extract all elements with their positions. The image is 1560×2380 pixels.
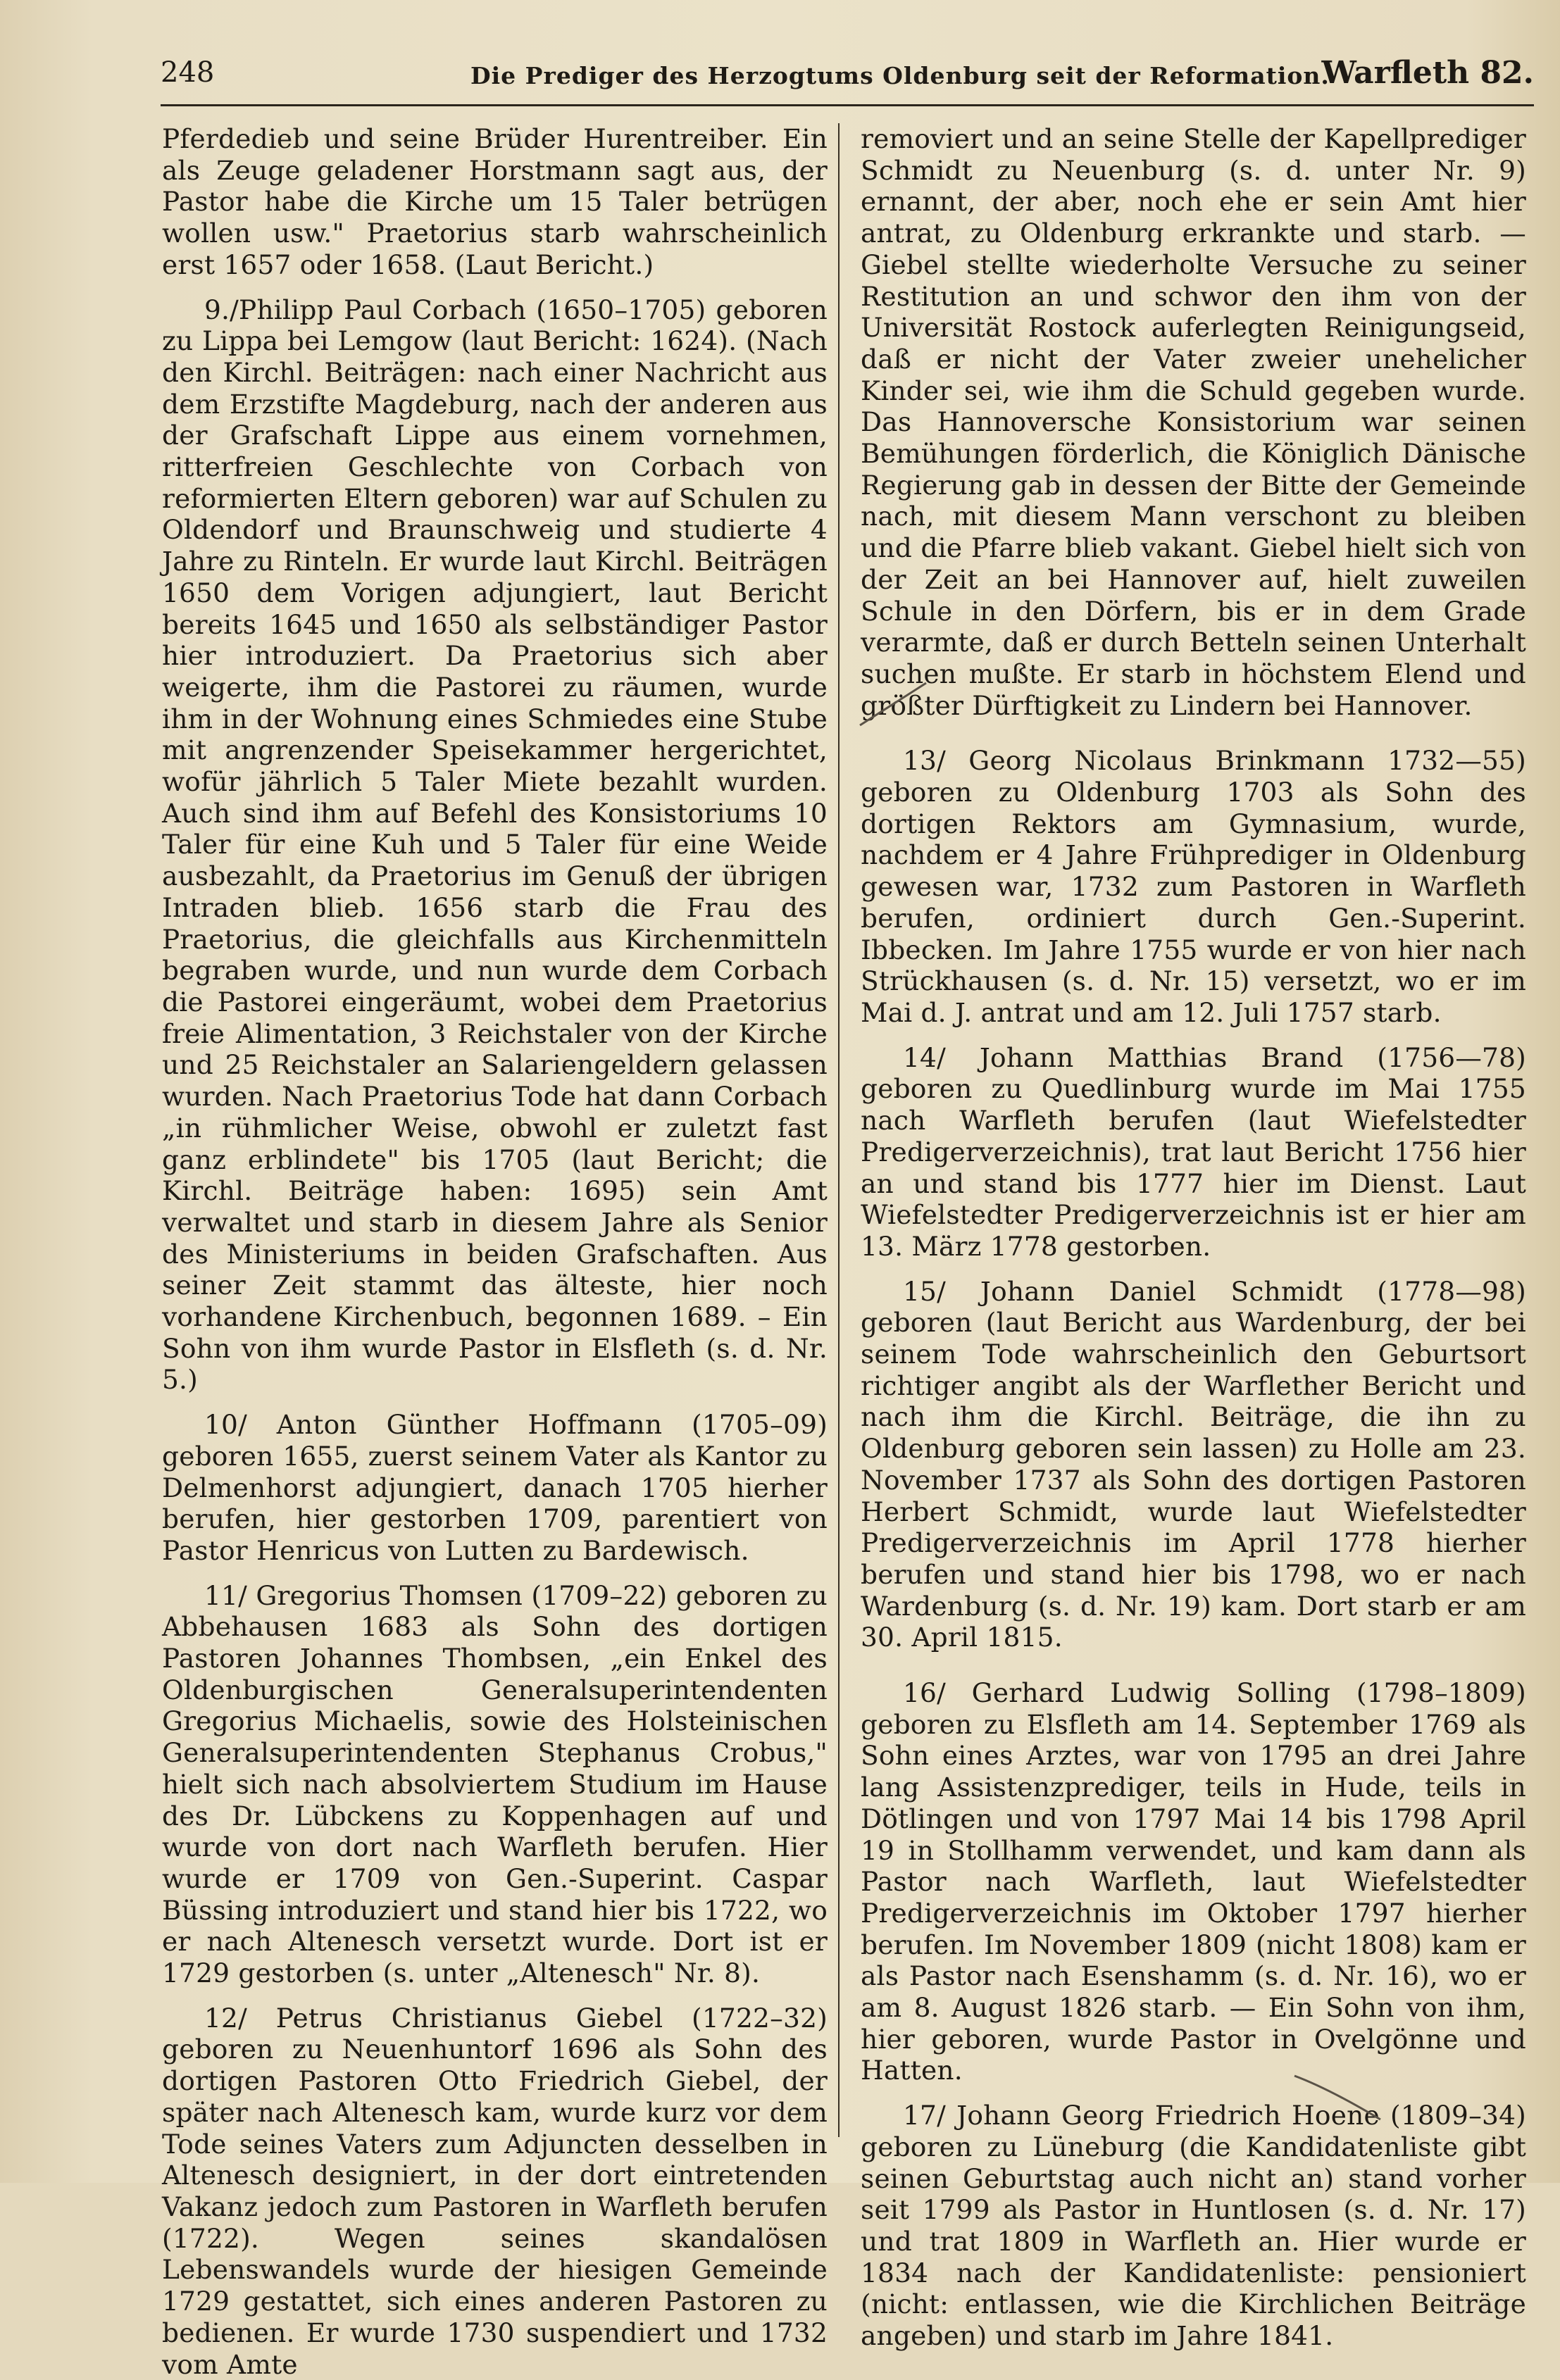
column-divider — [838, 123, 840, 2137]
page-header — [161, 55, 1534, 106]
entry-9-corbach: 9./Philipp Paul Corbach (1650–1705) geboren zu Lippa bei Lemgow (laut Bericht: 1624). (Nach den Kirchl. Beiträgen: nach einer Nachricht aus dem Erzstifte Magdeburg, nach der anderen aus der Grafschaft Lippe aus einem vornehmen, ritterfreien Geschlechte von Corbach von reformierten Eltern geboren) war auf Schulen zu Oldendorf und Braunschweig und studierte 4 Jahre zu Rinteln. Er wurde laut Kirchl. Beiträgen 1650 dem Vorigen adjungiert, laut Bericht bereits 1645 und 1650 als selbständiger Pastor hier introduziert. Da Praetorius sich aber weigerte, ihm die Pastorei zu räumen, wurde ihm in der Wohnung eines Schmiedes eine Stube mit angrenzender Speisekammer hergerichtet, wofür jährlich 5 Taler Miete bezahlt wurden. Auch sind ihm auf Befehl des Konsistoriums 10 Taler für eine Kuh und 5 Taler für eine Weide ausbezahlt, da Praetorius im Genuß der übrigen Intraden blieb. 1656 starb die Frau des Praetorius, die gleichfalls aus Kirchenmitteln begraben wurde, und nun wurde dem Corbach die Pastorei eingeräumt, wobei dem Praetorius freie Alimentation, 3 Reichstaler von der Kirche und 25 Reichstaler an Salariengeldern gelassen wurden. Nach Praetorius Tode hat dann Corbach „in rühmlicher Weise, obwohl er zuletzt fast ganz erblindete" bis 1705 (laut Bericht; die Kirchl. Beiträge haben: 1695) sein Amt verwaltet und starb in diesem Jahre als Senior des Ministeriums in beiden Grafschaften. Aus seiner Zeit stammt das älteste, hier noch vorhandene Kirchenbuch, begonnen 1689. – Ein Sohn von ihm wurde Pastor in Elsfleth (s. d. Nr. 5.) — [162, 294, 828, 1396]
entry-16-solling: 16/ Gerhard Ludwig Solling (1798–1809) geboren zu Elsfleth am 14. September 1769 als Sohn eines Arztes, war von 1795 an drei Jahre lang Assistenzprediger, teils in Hude, teils in Dötlingen und von 1797 Mai 14 bis 1798 April 19 in Stollhamm verwendet, und kam dann als Pastor nach Warfleth, laut Wiefelstedter Predigerverzeichnis im Oktober 1797 hierher berufen. Im November 1809 (nicht 1808) kam er als Pastor nach Esenshamm (s. d. Nr. 16), wo er am 8. August 1826 starb. — Ein Sohn von ihm, hier geboren, wurde Pastor in Ovelgönne und Hatten. — [861, 1677, 1526, 2086]
right-column — [861, 123, 1526, 2352]
running-title: Die Prediger des Herzogtums Oldenburg seit der Reformation. — [470, 62, 1330, 89]
entry-11-thomsen: 11/ Gregorius Thomsen (1709–22) geboren zu Abbehausen 1683 als Sohn des dortigen Pastoren Johannes Thombsen, „ein Enkel des Oldenburgischen Generalsuperintendenten Gregorius Michaelis, sowie des Holsteinischen Generalsuperintendenten Stephanus Crobus," hielt sich nach absolviertem Studium im Hause des Dr. Lübckens zu Koppenhagen auf und wurde von dort nach Warfleth berufen. Hier wurde er 1709 von Gen.-Superint. Caspar Büssing introduziert und stand hier bis 1722, wo er nach Altenesch versetzt wurde. Dort ist er 1729 gestorben (s. unter „Altenesch" Nr. 8). — [162, 1579, 828, 1989]
entry-15-schmidt: 15/ Johann Daniel Schmidt (1778—98) geboren (laut Bericht aus Wardenburg, der bei seinem Tode wahrscheinlich den Geburtsort richtiger angibt als der Warflether Bericht und nach ihm die Kirchl. Beiträge, die ihn zu Oldenburg geboren sein lassen) zu Holle am 23. November 1737 als Sohn des dortigen Pastoren Herbert Schmidt, wurde laut Wiefelstedter Predigerverzeichnis im April 1778 hierher berufen und stand hier bis 1798, wo er nach Wardenburg (s. d. Nr. 19) kam. Dort starb er am 30. April 1815. — [861, 1275, 1526, 1653]
left-column — [162, 123, 828, 2380]
pencil-curve-mark — [1289, 2070, 1387, 2127]
entry-8-continuation: Pferdedieb und seine Brüder Hurentreiber. Ein als Zeuge geladener Horstmann sagt aus, der Pastor habe die Kirche um 15 Taler betrügen wollen usw." Praetorius starb wahrscheinlich erst 1657 oder 1658. (Laut Bericht.) — [162, 123, 828, 280]
entry-13-brinkmann: 13/ Georg Nicolaus Brinkmann 1732—55) geboren zu Oldenburg 1703 als Sohn des dortigen Rektors am Gymnasium, wurde, nachdem er 4 Jahre Frühprediger in Oldenburg gewesen war, 1732 zum Pastoren in Warfleth berufen, ordiniert durch Gen.-Superint. Ibbecken. Im Jahre 1755 wurde er von hier nach Strückhausen (s. d. Nr. 15) versetzt, wo er im Mai d. J. antrat und am 12. Juli 1757 starb. — [861, 745, 1526, 1028]
entry-17-hoene: 17/ Johann Georg Friedrich Hoene (1809–34) geboren zu Lüneburg (die Kandidatenliste gibt seinen Geburtstag auch nicht an) stand vorher seit 1799 als Pastor in Huntlosen (s. d. Nr. 17) und trat 1809 in Warfleth an. Hier wurde er 1834 nach der Kandidatenliste: pensioniert (nicht: entlassen, wie die Kirchlichen Beiträge angeben) und starb im Jahre 1841. — [861, 2100, 1526, 2352]
pencil-slash-mark — [856, 676, 933, 732]
entry-12-continuation: removiert und an seine Stelle der Kapellprediger Schmidt zu Neuenburg (s. d. unter Nr. 9) ernannt, der aber, noch ehe er sein Amt hier antrat, zu Oldenburg erkrankte und starb. — Giebel stellte wiederholte Versuche zu seiner Restitution an und schwor den ihm von der Universität Rostock auferlegten Reinigungseid, daß er nicht der Vater zweier unehelicher Kinder sei, wie ihm die Schuld gegeben wurde. Das Hannoversche Konsistorium war seinen Bemühungen förderlich, die Königlich Dänische Regierung gab in dessen der Bitte der Gemeinde nach, mit diesem Mann verschont zu bleiben und die Pfarre blieb vakant. Giebel hielt sich von der Zeit an bei Hannover auf, hielt zuweilen Schule in den Dörfern, bis er in dem Grade verarmte, daß er durch Betteln seinen Unterhalt suchen mußte. Er starb in höchstem Elend und größter Dürftigkeit zu Lindern bei Hannover. — [861, 123, 1526, 721]
section-mark: Warfleth 82. — [1321, 55, 1534, 91]
page-number: 248 — [161, 56, 215, 89]
entry-12-giebel: 12/ Petrus Christianus Giebel (1722–32) geboren zu Neuenhuntorf 1696 als Sohn des dortigen Pastoren Otto Friedrich Giebel, der später nach Altenesch kam, wurde kurz vor dem Tode seines Vaters zum Adjuncten desselben in Altenesch designiert, in der dort eintretenden Vakanz jedoch zum Pastoren in Warfleth berufen (1722). Wegen seines skandalösen Lebenswandels wurde der hiesigen Gemeinde 1729 gestattet, sich eines anderen Pastoren zu bedienen. Er wurde 1730 suspendiert und 1732 vom Amte — [162, 2002, 828, 2380]
entry-10-hoffmann: 10/ Anton Günther Hoffmann (1705–09) geboren 1655, zuerst seinem Vater als Kantor zu Delmenhorst adjungiert, danach 1705 hierher berufen, hier gestorben 1709, parentiert von Pastor Henricus von Lutten zu Bardewisch. — [162, 1409, 828, 1566]
entry-14-brand: 14/ Johann Matthias Brand (1756—78) geboren zu Quedlinburg wurde im Mai 1755 nach Warfleth berufen (laut Wiefelstedter Predigerverzeichnis), trat laut Bericht 1756 hier an und stand bis 1777 hier im Dienst. Laut Wiefelstedter Predigerverzeichnis ist er hier am 13. März 1778 gestorben. — [861, 1041, 1526, 1262]
